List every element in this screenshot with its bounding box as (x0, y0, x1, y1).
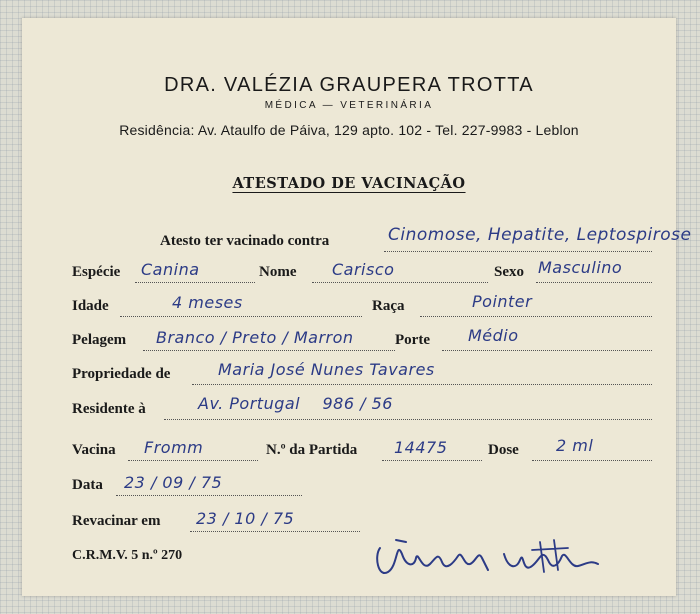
vacina-line (128, 460, 258, 461)
vaccinated-against-label: Atesto ter vacinado contra (160, 233, 330, 249)
doctor-name: DRA. VALÉZIA GRAUPERA TROTTA (164, 74, 534, 96)
residente-label: Residente à (72, 401, 146, 417)
vacina-label: Vacina (72, 442, 116, 458)
porte-label: Porte (395, 332, 430, 348)
data-value: 23 / 09 / 75 (124, 473, 223, 492)
nome-value: Carisco (332, 260, 395, 279)
vaccination-certificate-card (22, 18, 692, 596)
vaccinated-against-value: Cinomose, Hepatite, Leptospirose (388, 225, 692, 245)
sexo-label: Sexo (494, 264, 524, 280)
data-line (116, 495, 302, 496)
certificate-title-text: ATESTADO DE VACINAÇÃO (232, 175, 466, 192)
porte-value: Médio (468, 326, 519, 345)
raca-line (420, 316, 652, 317)
revacinar-value: 23 / 10 / 75 (196, 509, 295, 528)
nome-line (312, 282, 488, 283)
residente-value: Av. Portugal 986 / 56 (198, 394, 393, 413)
revacinar-label: Revacinar em (72, 513, 161, 529)
pelagem-label: Pelagem (72, 332, 127, 348)
porte-line (442, 350, 652, 351)
especie-value: Canina (141, 260, 200, 279)
dose-label: Dose (488, 442, 519, 458)
nome-label: Nome (259, 264, 297, 280)
raca-label: Raça (372, 298, 405, 314)
vaccinated-against-line (384, 251, 652, 252)
pelagem-line (143, 350, 395, 351)
idade-line (120, 316, 362, 317)
propriedade-value: Maria José Nunes Tavares (218, 360, 435, 379)
veterinarian-signature (372, 520, 612, 590)
idade-value: 4 meses (172, 293, 243, 312)
raca-value: Pointer (472, 292, 533, 311)
partida-line (382, 460, 482, 461)
dose-value: 2 ml (556, 436, 594, 455)
revacinar-line (190, 531, 360, 532)
propriedade-line (192, 384, 652, 385)
vacina-value: Fromm (144, 438, 204, 457)
certificate-title (22, 175, 676, 192)
propriedade-label: Propriedade de (72, 366, 171, 382)
dose-line (532, 460, 652, 461)
crmv-number: C.R.M.V. 5 n.º 270 (72, 548, 183, 563)
profession: MÉDICA — VETERINÁRIA (264, 100, 434, 111)
residente-line (164, 419, 652, 420)
especie-line (135, 282, 255, 283)
data-label: Data (72, 477, 103, 493)
partida-value: 14475 (394, 438, 448, 457)
sexo-value: Masculino (538, 258, 623, 277)
especie-label: Espécie (72, 264, 121, 280)
pelagem-value: Branco / Preto / Marron (156, 328, 354, 347)
idade-label: Idade (72, 298, 109, 314)
address-line: Residência: Av. Ataulfo de Páiva, 129 apto. 102 - Tel. 227-9983 - Leblon (119, 122, 579, 138)
partida-label: N.º da Partida (266, 442, 358, 458)
sexo-line (536, 282, 652, 283)
